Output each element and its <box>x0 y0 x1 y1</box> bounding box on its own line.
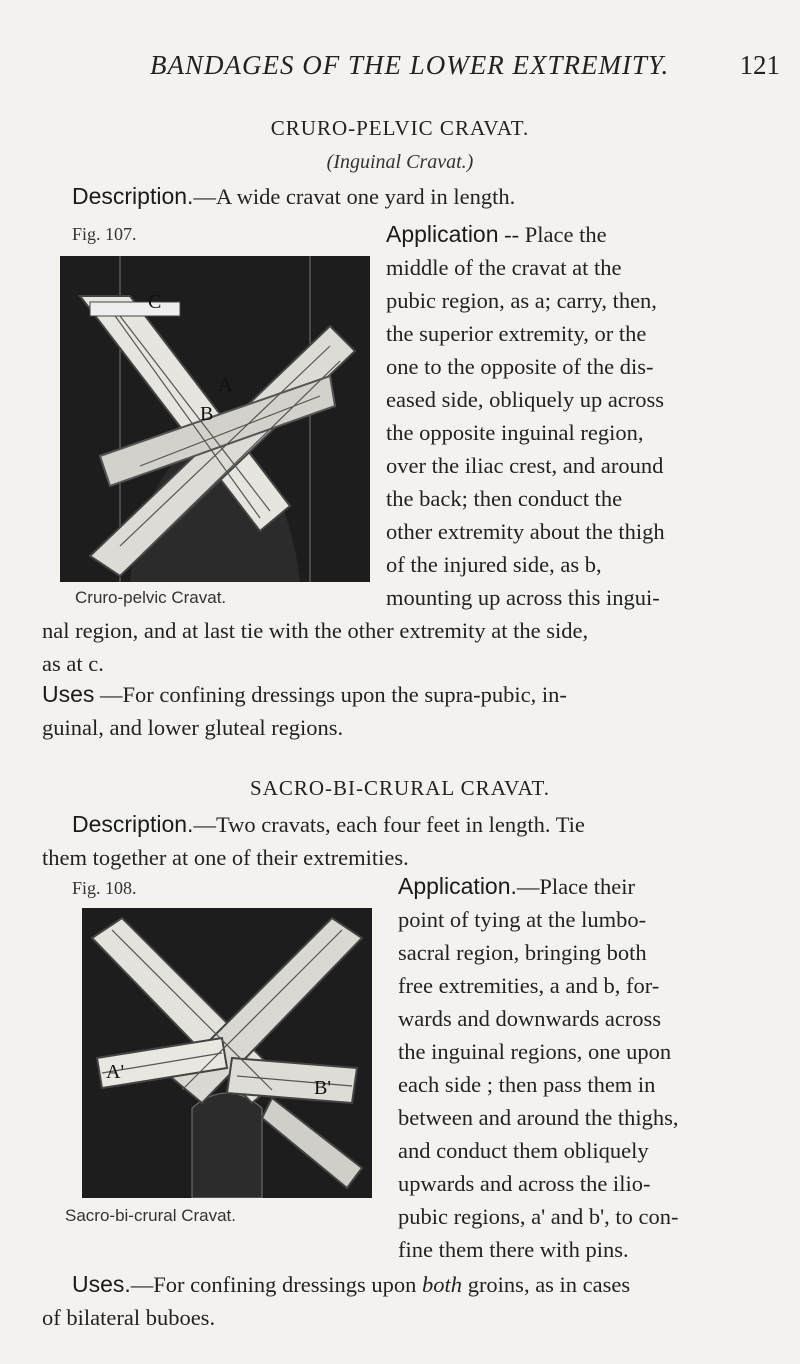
uses-emphasis: both <box>422 1272 463 1297</box>
page-number: 121 <box>739 50 780 80</box>
application-line-0: Application -- Place the <box>386 221 607 247</box>
uses-paragraph-1: Uses —For confining dressings upon the supra-pubic, in- guinal, and lower gluteal regions. <box>42 681 567 740</box>
application-line: point of tying at the lumbo- <box>398 907 647 932</box>
application-line: other extremity about the thigh <box>386 519 665 544</box>
application-line: upwards and across the ilio- <box>398 1171 651 1196</box>
figure-107-label: Fig. 107. <box>72 224 137 244</box>
figure-107-caption: Cruro-pelvic Cravat. <box>75 588 227 607</box>
application-line: middle of the cravat at the <box>386 255 622 280</box>
application-line: the inguinal regions, one upon <box>398 1039 672 1064</box>
description-paragraph-1 <box>72 180 792 213</box>
application-line: eased side, obliquely up across <box>386 387 665 412</box>
application-line: each side ; then pass them in <box>398 1072 656 1097</box>
application-line: and conduct them obliquely <box>398 1138 649 1163</box>
figure-108-caption: Sacro-bi-crural Cravat. <box>65 1206 236 1225</box>
application-block-2: Application.—Place their point of tying at the lumbo- sacral region, bringing both free extremities, a and b, for- wards and downwards across the inguinal regions, one upon each side ; then pass them in between and around the thighs, and conduct them obliquely upwards and across the ilio- pubic regions, a' and b', to con- fine them there with pins. <box>398 870 793 1266</box>
application-line: wards and downwards across <box>398 1006 662 1031</box>
running-head <box>120 50 780 90</box>
uses-label-2: Uses. <box>72 1271 131 1297</box>
application-cont-line: as at c. <box>42 651 104 676</box>
application-line: pubic region, as a; carry, then, <box>386 288 657 313</box>
uses-paragraph-2: Uses.—For confining dressings upon both groins, as in cases of bilateral buboes. <box>42 1271 631 1330</box>
figure-107-illustration <box>60 256 370 582</box>
application-line: of the injured side, as b, <box>386 552 602 577</box>
description-paragraph-2: Description.—Two cravats, each four feet in length. Tie them together at one of their extremities. <box>42 811 585 870</box>
application-label-2: Application. <box>398 873 517 899</box>
description-label: Description. <box>72 183 194 209</box>
application-line: between and around the thighs, <box>398 1105 679 1130</box>
application-block-1 <box>386 218 786 614</box>
fig107-letter-c: C <box>148 291 162 313</box>
running-title: BANDAGES OF THE LOWER EXTREMITY. <box>150 50 670 80</box>
fig108-letter-a-prime: A' <box>106 1061 125 1083</box>
section-title-sacro-bi-crural: SACRO-BI-CRURAL CRAVAT. <box>250 776 550 800</box>
application-line: the opposite inguinal region, <box>386 420 644 445</box>
application-line: over the iliac crest, and around <box>386 453 664 478</box>
description-text: —A wide cravat one yard in length. <box>193 184 516 209</box>
application-continuation-1 <box>42 614 792 680</box>
figure-108-label: Fig. 108. <box>72 878 137 898</box>
application-line: the superior extremity, or the <box>386 321 647 346</box>
description-label-2: Description. <box>72 811 194 837</box>
application-line: mounting up across this ingui- <box>386 585 660 610</box>
fig107-letter-b: B <box>200 403 214 425</box>
figure-108-illustration <box>82 908 372 1198</box>
fig108-letter-b-prime: B' <box>314 1077 331 1099</box>
application-line: sacral region, bringing both <box>398 940 647 965</box>
section-subtitle: (Inguinal Cravat.) <box>326 151 474 173</box>
section-title-cruro-pelvic: CRURO-PELVIC CRAVAT. <box>270 116 530 140</box>
application-line: free extremities, a and b, for- <box>398 973 660 998</box>
uses-label-1: Uses <box>42 681 95 707</box>
application-cont-line: nal region, and at last tie with the other extremity at the side, <box>42 618 589 643</box>
application-line: one to the opposite of the dis- <box>386 354 654 379</box>
fig107-letter-a: A <box>218 374 233 396</box>
application-line: the back; then conduct the <box>386 486 623 511</box>
application-label-1: Application <box>386 221 499 247</box>
application-line: fine them there with pins. <box>398 1237 629 1262</box>
application-line: pubic regions, a' and b', to con- <box>398 1204 679 1229</box>
